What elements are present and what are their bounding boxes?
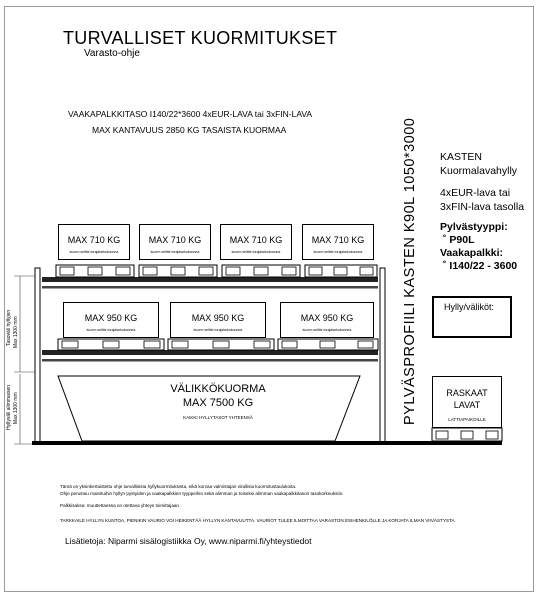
heavy-load-note: LATTIAPAIKOILLE xyxy=(448,417,486,422)
load-note: kuorm selitte torajalarkokoonna xyxy=(150,250,200,254)
load-note: kuorm selitte torajalarkokoonna xyxy=(302,328,352,332)
brand-text: KASTEN xyxy=(440,151,483,163)
load-label: MAX 710 KG xyxy=(229,235,283,245)
pallets-line2: 3xFIN-lava tasolla xyxy=(440,201,525,213)
middle-load-1 xyxy=(63,302,159,338)
top-beam-lower xyxy=(42,286,378,289)
beam-value: ˚ I140/22 - 3600 xyxy=(443,260,518,272)
lower-dimension-max: Max 1300 mm xyxy=(13,392,19,424)
load-note: kuorm selitte torajalarkokoonna xyxy=(193,328,243,332)
top-load-4 xyxy=(302,224,374,260)
top-load-1 xyxy=(58,224,130,260)
middle-pallet-3 xyxy=(278,339,378,350)
footer-line-2: Ohje perustuu mainituihin hyllyn pystyiden ja vaakapalkkien tyyppeihin sekä alimman ja toiseksi alimman vaakapalkkitason tasokorkeuksiin. xyxy=(60,491,344,496)
footer-contact: Lisätietoja: Niparmi sisälogistiikka Oy, www.niparmi.fi/yhteystiedot xyxy=(65,536,312,546)
beam-label: Vaakapalkki: xyxy=(440,247,504,259)
ground-load-note: KAIKKI HYLLYTASOT YHTEENSÄ xyxy=(183,415,253,420)
middle-load-2 xyxy=(170,302,266,338)
load-label: MAX 950 KG xyxy=(84,313,138,323)
footer-line-1: Tämä on yksinkertaistettu ohje turvallisista hyllykuormituksista, eikä korvaa valmistajan virallisia kuormitustaulukoita. xyxy=(60,484,297,489)
shelf-box-label: Hylly/väliköt: xyxy=(444,302,495,312)
top-pallet-4 xyxy=(305,265,377,277)
middle-beam-lower xyxy=(42,359,378,362)
page-subtitle: Varasto-ohje xyxy=(84,48,140,59)
beam-spec-line2: MAX KANTAVUUS 2850 KG TASAISTA KUORMAA xyxy=(92,125,287,135)
load-note: kuorm selitte torajalarkokoonna xyxy=(86,328,136,332)
load-label: MAX 950 KG xyxy=(300,313,354,323)
footer-warning: TARKKAILE HYLLYN KUNTOA, PIENIKIN VAURIO VOI HEIKENTÄÄ HYLLYN KANTAVUUTTA. VAURIOT TULEE ILMOITTAA VARASTON ESIHENKILÖLLE JA KORJATA ILMAN VIIVÄSTYSTA. xyxy=(60,518,456,523)
column-profile-label: PYLVÄSPROFIILI KASTEN K90L 1050*3000 xyxy=(402,117,418,425)
load-note: kuorm selitte torajalarkokoonna xyxy=(231,250,281,254)
heavy-pallet xyxy=(432,428,502,441)
column-type-value: ˚ P90L xyxy=(443,234,475,246)
load-label: MAX 950 KG xyxy=(191,313,245,323)
top-load-3 xyxy=(220,224,292,260)
upright-left xyxy=(35,268,40,444)
top-pallet-2 xyxy=(139,265,217,277)
load-label: MAX 710 KG xyxy=(67,235,121,245)
top-beam xyxy=(42,277,378,282)
load-note: kuorm selitte torajalarkokoonna xyxy=(313,250,363,254)
footer-small: Palkkisaksa: muuttettaessa on otettava yhteys toimittajaan. xyxy=(60,503,181,508)
floor-line xyxy=(32,441,502,445)
upright-right xyxy=(380,268,385,444)
top-pallet-3 xyxy=(222,265,300,277)
pallets-line1: 4xEUR-lava tai xyxy=(440,187,511,199)
load-label: MAX 710 KG xyxy=(311,235,365,245)
top-load-2 xyxy=(139,224,211,260)
heavy-load-line2: LAVAT xyxy=(453,400,481,410)
page-title: TURVALLISET KUORMITUKSET xyxy=(63,28,338,48)
top-pallet-1 xyxy=(56,265,134,277)
heavy-load-line1: RASKAAT xyxy=(446,388,488,398)
rack-type-text: Kuormalavahylly xyxy=(440,165,518,177)
middle-pallet-1 xyxy=(58,339,164,350)
beam-spec-line1: VAAKAPALKKITASO I140/22*3600 4xEUR-LAVA tai 3xFIN-LAVA xyxy=(68,109,313,119)
upper-dimension-small: Tasoväli hyllyjen xyxy=(6,309,12,346)
middle-load-3 xyxy=(280,302,374,338)
column-type-label: Pylvästyyppi: xyxy=(440,221,508,233)
upper-dimension-max: Max 1300 mm xyxy=(13,316,19,348)
middle-beam xyxy=(42,350,378,355)
ground-load-line1: VÄLIKKÖKUORMA xyxy=(170,383,266,395)
heavy-load-box xyxy=(432,376,502,428)
load-label: MAX 710 KG xyxy=(148,235,202,245)
ground-load-line2: MAX 7500 KG xyxy=(182,397,254,409)
load-note: kuorm selitte torajalarkokoonna xyxy=(69,250,119,254)
lower-dimension-small: Hyllyväli alimmaisen xyxy=(6,384,12,430)
middle-pallet-2 xyxy=(168,339,274,350)
